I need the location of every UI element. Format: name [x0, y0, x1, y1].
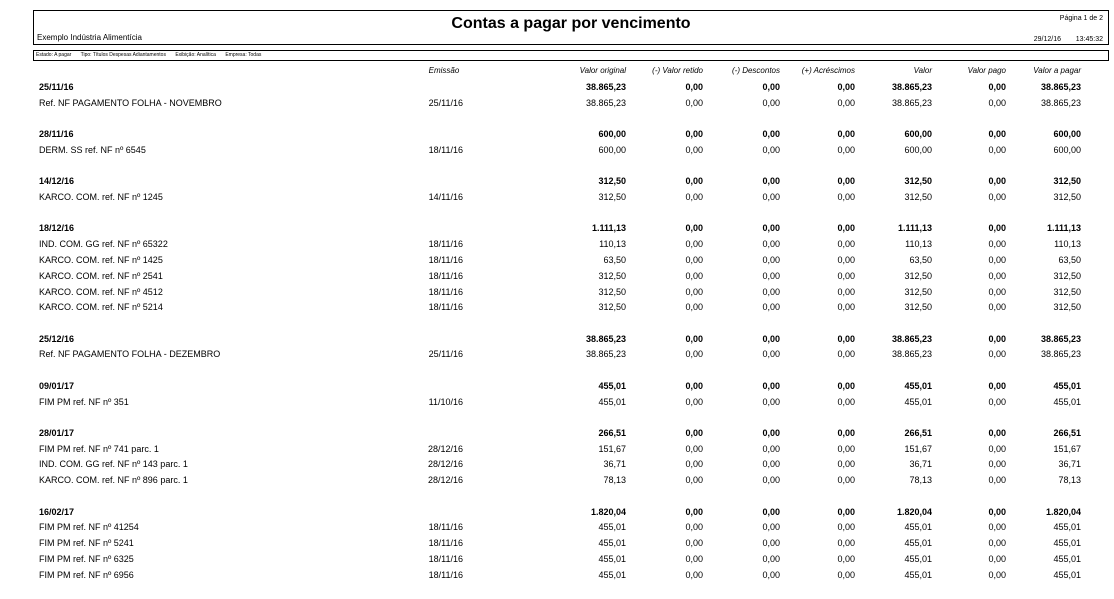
item-acrescimos: 0,00: [837, 459, 855, 470]
item-valor-pago: 0,00: [988, 443, 1006, 454]
table-row: [0, 302, 1114, 316]
item-acrescimos: 0,00: [837, 270, 855, 281]
item-valor-original: 312,50: [598, 270, 626, 281]
group-total-valor-retido: 0,00: [685, 506, 703, 517]
item-acrescimos: 0,00: [837, 144, 855, 155]
table-row: [0, 239, 1114, 253]
item-emissao: 18/11/16: [428, 239, 463, 250]
item-emissao: 11/10/16: [428, 396, 463, 407]
group-total-valor-original: 600,00: [598, 129, 626, 140]
item-acrescimos: 0,00: [837, 443, 855, 454]
group-total-valor-original: 38.865,23: [585, 82, 626, 92]
item-valor-original: 110,13: [599, 239, 626, 250]
item-valor-pago: 0,00: [988, 475, 1006, 486]
item-valor: 455,01: [904, 396, 932, 407]
table-row: [0, 459, 1114, 473]
group-total-descontos: 0,00: [762, 176, 780, 187]
item-valor-a-pagar: 312,50: [1053, 270, 1081, 281]
item-valor-a-pagar: 312,50: [1053, 192, 1081, 202]
group-total-valor-original: 312,50: [598, 176, 626, 187]
group-total-descontos: 0,00: [762, 82, 780, 92]
company-name: Exemplo Indústria Alimentícia: [37, 33, 142, 42]
group-total-valor-pago: 0,00: [988, 129, 1006, 140]
item-valor-original: 600,00: [598, 144, 626, 155]
item-valor-retido: 0,00: [685, 553, 703, 564]
group-total-acrescimos: 0,00: [837, 506, 855, 517]
item-valor-retido: 0,00: [685, 97, 703, 108]
item-valor-retido: 0,00: [685, 475, 703, 486]
item-valor-a-pagar: 110,13: [1054, 239, 1081, 250]
table-row: [0, 397, 1114, 411]
due-date: 16/02/17: [39, 506, 75, 517]
item-valor-pago: 0,00: [988, 538, 1006, 549]
group-total-valor-retido: 0,00: [685, 223, 703, 234]
item-valor-original: 78,13: [603, 475, 626, 486]
item-valor: 600,00: [904, 144, 932, 155]
item-descontos: 0,00: [762, 443, 780, 454]
table-row: [0, 475, 1114, 489]
item-valor: 110,13: [905, 239, 932, 250]
col-acrescimos: (+) Acréscimos: [801, 66, 855, 75]
item-acrescimos: 0,00: [837, 349, 855, 360]
item-valor-original: 312,50: [598, 302, 626, 313]
group-total-valor: 312,50: [904, 176, 932, 187]
due-date: 18/12/16: [39, 223, 75, 234]
item-descontos: 0,00: [762, 286, 780, 297]
item-valor-pago: 0,00: [988, 97, 1006, 108]
group-header-row: [0, 176, 1114, 190]
item-valor-retido: 0,00: [685, 569, 703, 580]
report-title: Contas a pagar por vencimento: [451, 15, 691, 32]
group-total-valor-pago: 0,00: [988, 427, 1006, 438]
due-date: 25/11/16: [39, 82, 74, 92]
item-descontos: 0,00: [762, 538, 780, 549]
due-date: 09/01/17: [39, 380, 75, 391]
filters-bar: [33, 50, 1109, 61]
item-valor-original: 455,01: [598, 569, 626, 580]
item-valor-original: 38.865,23: [585, 97, 626, 108]
item-valor-retido: 0,00: [685, 522, 703, 533]
item-description: KARCO. COM. ref. NF nº 896 parc. 1: [39, 475, 188, 486]
col-valor-original: Valor original: [579, 66, 626, 75]
report-header: [33, 10, 1109, 45]
item-descontos: 0,00: [762, 192, 780, 202]
col-valor: Valor: [913, 66, 932, 75]
item-valor-retido: 0,00: [685, 239, 703, 250]
item-description: KARCO. COM. ref. NF nº 2541: [39, 270, 163, 281]
group-total-descontos: 0,00: [762, 333, 780, 344]
item-description: FIM PM ref. NF nº 5241: [39, 538, 134, 549]
item-description: IND. COM. GG ref. NF nº 65322: [39, 239, 168, 250]
item-descontos: 0,00: [762, 97, 780, 108]
item-valor: 455,01: [904, 553, 932, 564]
item-descontos: 0,00: [762, 349, 780, 360]
group-total-valor-retido: 0,00: [685, 176, 703, 187]
item-acrescimos: 0,00: [837, 192, 855, 202]
item-valor-pago: 0,00: [988, 459, 1006, 470]
group-total-valor-pago: 0,00: [988, 380, 1006, 391]
item-valor: 312,50: [904, 286, 932, 297]
item-descontos: 0,00: [762, 569, 780, 580]
group-total-valor-a-pagar: 38.865,23: [1040, 82, 1081, 92]
item-description: FIM PM ref. NF nº 741 parc. 1: [39, 443, 159, 454]
group-total-valor: 38.865,23: [891, 82, 932, 92]
report-date: 29/12/16: [1033, 36, 1061, 43]
filter-empresa: Empresa: Todas: [225, 52, 262, 58]
table-row: [0, 192, 1114, 206]
group-total-valor-original: 1.820,04: [590, 506, 626, 517]
item-valor-retido: 0,00: [685, 270, 703, 281]
item-descontos: 0,00: [762, 254, 780, 265]
filter-exibicao: Exibição: Analítica: [175, 52, 216, 58]
item-valor: 455,01: [904, 569, 932, 580]
item-acrescimos: 0,00: [837, 396, 855, 407]
item-descontos: 0,00: [762, 459, 780, 470]
item-valor: 312,50: [904, 192, 932, 202]
group-total-acrescimos: 0,00: [837, 380, 855, 391]
group-total-valor-retido: 0,00: [685, 333, 703, 344]
item-valor-a-pagar: 151,67: [1053, 443, 1081, 454]
table-row: [0, 145, 1114, 159]
group-header-row: [0, 129, 1114, 143]
table-row: [0, 538, 1114, 552]
item-valor-a-pagar: 455,01: [1053, 553, 1081, 564]
group-total-descontos: 0,00: [762, 223, 780, 234]
group-total-descontos: 0,00: [762, 506, 780, 517]
group-total-valor: 1.111,13: [897, 223, 932, 234]
item-valor-retido: 0,00: [685, 459, 703, 470]
item-valor-a-pagar: 455,01: [1053, 538, 1081, 549]
group-total-acrescimos: 0,00: [837, 129, 855, 140]
item-description: FIM PM ref. NF nº 6956: [39, 569, 134, 580]
item-emissao: 28/12/16: [427, 459, 463, 470]
item-valor: 455,01: [904, 538, 932, 549]
item-valor-pago: 0,00: [988, 192, 1006, 202]
item-valor-original: 38.865,23: [585, 349, 626, 360]
item-valor-a-pagar: 36,71: [1058, 459, 1081, 470]
table-row: [0, 98, 1114, 112]
item-acrescimos: 0,00: [837, 254, 855, 265]
group-header-row: [0, 223, 1114, 237]
item-descontos: 0,00: [762, 144, 780, 155]
group-total-acrescimos: 0,00: [837, 333, 855, 344]
group-total-valor-a-pagar: 455,01: [1053, 380, 1081, 391]
group-total-descontos: 0,00: [762, 129, 780, 140]
item-emissao: 28/12/16: [427, 443, 463, 454]
item-description: Ref. NF PAGAMENTO FOLHA - DEZEMBRO: [39, 349, 221, 360]
item-acrescimos: 0,00: [837, 239, 855, 250]
item-valor: 78,13: [909, 475, 932, 486]
item-valor-original: 312,50: [598, 286, 626, 297]
item-emissao: 18/11/16: [428, 553, 463, 564]
group-total-valor-pago: 0,00: [988, 176, 1006, 187]
due-date: 28/11/16: [39, 129, 74, 140]
group-total-valor: 1.820,04: [896, 506, 932, 517]
group-total-acrescimos: 0,00: [837, 223, 855, 234]
item-acrescimos: 0,00: [837, 97, 855, 108]
table-row: [0, 255, 1114, 269]
item-valor-pago: 0,00: [988, 270, 1006, 281]
item-descontos: 0,00: [762, 302, 780, 313]
item-valor-pago: 0,00: [988, 349, 1006, 360]
item-valor-original: 151,67: [598, 443, 626, 454]
group-total-acrescimos: 0,00: [837, 427, 855, 438]
item-valor-a-pagar: 600,00: [1053, 144, 1081, 155]
group-header-row: [0, 82, 1114, 96]
group-total-valor: 38.865,23: [891, 333, 932, 344]
table-row: [0, 522, 1114, 536]
item-valor: 38.865,23: [891, 349, 932, 360]
item-valor: 38.865,23: [891, 97, 932, 108]
item-acrescimos: 0,00: [837, 475, 855, 486]
item-description: KARCO. COM. ref. NF nº 4512: [39, 286, 163, 297]
group-total-valor-retido: 0,00: [685, 82, 703, 92]
group-total-valor-a-pagar: 312,50: [1053, 176, 1081, 187]
item-valor-retido: 0,00: [685, 302, 703, 313]
item-valor: 36,71: [909, 459, 932, 470]
item-valor-retido: 0,00: [685, 286, 703, 297]
item-description: DERM. SS ref. NF nº 6545: [39, 144, 146, 155]
item-acrescimos: 0,00: [837, 569, 855, 580]
group-header-row: [0, 334, 1114, 348]
group-total-descontos: 0,00: [762, 380, 780, 391]
item-valor-retido: 0,00: [685, 192, 703, 202]
item-valor-original: 455,01: [598, 553, 626, 564]
item-valor-original: 455,01: [598, 396, 626, 407]
report-time: 13:45:32: [1075, 36, 1103, 43]
item-valor-a-pagar: 38.865,23: [1040, 97, 1081, 108]
item-emissao: 18/11/16: [428, 254, 463, 265]
item-emissao: 18/11/16: [428, 538, 463, 549]
item-valor-original: 36,71: [603, 459, 626, 470]
item-valor-pago: 0,00: [988, 522, 1006, 533]
item-valor-a-pagar: 312,50: [1053, 302, 1081, 313]
item-valor-pago: 0,00: [988, 553, 1006, 564]
item-acrescimos: 0,00: [837, 286, 855, 297]
item-descontos: 0,00: [762, 239, 780, 250]
group-total-acrescimos: 0,00: [837, 82, 855, 92]
group-total-valor-pago: 0,00: [988, 82, 1006, 92]
group-total-valor-retido: 0,00: [685, 427, 703, 438]
group-total-valor-a-pagar: 38.865,23: [1040, 333, 1081, 344]
item-descontos: 0,00: [762, 396, 780, 407]
item-descontos: 0,00: [762, 522, 780, 533]
item-valor-retido: 0,00: [685, 443, 703, 454]
col-valor-a-pagar: Valor a pagar: [1033, 66, 1081, 75]
item-valor-original: 312,50: [598, 192, 626, 202]
item-valor-retido: 0,00: [685, 538, 703, 549]
item-description: FIM PM ref. NF nº 351: [39, 396, 129, 407]
item-valor-a-pagar: 455,01: [1053, 396, 1081, 407]
item-valor-retido: 0,00: [685, 349, 703, 360]
group-header-row: [0, 507, 1114, 521]
group-total-valor-a-pagar: 600,00: [1053, 129, 1081, 140]
item-emissao: 18/11/16: [428, 286, 463, 297]
filter-estado: Estado: A pagar: [36, 52, 72, 58]
item-valor-a-pagar: 38.865,23: [1040, 349, 1081, 360]
group-total-valor-a-pagar: 1.820,04: [1045, 506, 1081, 517]
item-valor: 455,01: [904, 522, 932, 533]
item-description: FIM PM ref. NF nº 41254: [39, 522, 139, 533]
item-emissao: 14/11/16: [428, 192, 463, 202]
item-valor-pago: 0,00: [988, 144, 1006, 155]
item-descontos: 0,00: [762, 553, 780, 564]
group-total-valor-a-pagar: 266,51: [1053, 427, 1081, 438]
due-date: 25/12/16: [39, 333, 75, 344]
item-emissao: 18/11/16: [428, 144, 463, 155]
item-valor-retido: 0,00: [685, 396, 703, 407]
item-acrescimos: 0,00: [837, 302, 855, 313]
group-total-valor: 266,51: [904, 427, 932, 438]
item-valor-pago: 0,00: [988, 254, 1006, 265]
due-date: 14/12/16: [39, 176, 75, 187]
item-valor: 63,50: [909, 254, 932, 265]
group-total-valor-pago: 0,00: [988, 223, 1006, 234]
col-valor-pago: Valor pago: [967, 66, 1006, 75]
item-valor: 312,50: [904, 302, 932, 313]
item-valor-a-pagar: 312,50: [1053, 286, 1081, 297]
table-row: [0, 349, 1114, 363]
item-acrescimos: 0,00: [837, 553, 855, 564]
item-acrescimos: 0,00: [837, 522, 855, 533]
group-total-valor-original: 266,51: [598, 427, 626, 438]
item-emissao: 18/11/16: [428, 302, 463, 313]
item-description: KARCO. COM. ref. NF nº 1245: [39, 192, 163, 202]
group-total-acrescimos: 0,00: [837, 176, 855, 187]
table-row: [0, 570, 1114, 584]
item-valor-a-pagar: 455,01: [1053, 522, 1081, 533]
item-valor: 151,67: [904, 443, 932, 454]
item-emissao: 18/11/16: [428, 270, 463, 281]
group-total-valor-original: 455,01: [598, 380, 626, 391]
col-valor-retido: (-) Valor retido: [652, 66, 703, 75]
item-description: FIM PM ref. NF nº 6325: [39, 553, 134, 564]
item-description: IND. COM. GG ref. NF nº 143 parc. 1: [39, 459, 188, 470]
item-valor-original: 455,01: [598, 522, 626, 533]
item-emissao: 18/11/16: [428, 569, 463, 580]
item-emissao: 18/11/16: [428, 522, 463, 533]
item-valor-pago: 0,00: [988, 569, 1006, 580]
table-row: [0, 444, 1114, 458]
item-valor-a-pagar: 63,50: [1058, 254, 1081, 265]
group-total-valor-retido: 0,00: [685, 129, 703, 140]
group-total-valor-pago: 0,00: [988, 506, 1006, 517]
item-descontos: 0,00: [762, 270, 780, 281]
item-valor-original: 63,50: [603, 254, 626, 265]
group-total-valor-retido: 0,00: [685, 380, 703, 391]
group-header-row: [0, 428, 1114, 442]
group-total-valor: 455,01: [904, 380, 932, 391]
item-acrescimos: 0,00: [837, 538, 855, 549]
item-descontos: 0,00: [762, 475, 780, 486]
item-valor-retido: 0,00: [685, 254, 703, 265]
group-total-valor: 600,00: [904, 129, 932, 140]
item-valor-pago: 0,00: [988, 239, 1006, 250]
filter-tipo: Tipo: Títulos Despesas Adiantamentos: [80, 52, 166, 58]
item-valor-pago: 0,00: [988, 286, 1006, 297]
item-valor-a-pagar: 78,13: [1058, 475, 1081, 486]
group-total-descontos: 0,00: [762, 427, 780, 438]
group-total-valor-a-pagar: 1.111,13: [1046, 223, 1081, 234]
table-row: [0, 287, 1114, 301]
due-date: 28/01/17: [39, 427, 75, 438]
col-emissao: Emissão: [428, 66, 460, 75]
item-emissao: 25/11/16: [428, 349, 463, 360]
item-emissao: 28/12/16: [427, 475, 463, 486]
col-descontos: (-) Descontos: [731, 66, 780, 75]
item-valor-a-pagar: 455,01: [1053, 569, 1081, 580]
item-valor-original: 455,01: [598, 538, 626, 549]
column-headers: [0, 66, 1114, 78]
table-row: [0, 271, 1114, 285]
group-header-row: [0, 381, 1114, 395]
item-description: KARCO. COM. ref. NF nº 5214: [39, 302, 163, 313]
item-valor-retido: 0,00: [685, 144, 703, 155]
item-valor: 312,50: [904, 270, 932, 281]
group-total-valor-original: 38.865,23: [585, 333, 626, 344]
item-description: KARCO. COM. ref. NF nº 1425: [39, 254, 163, 265]
item-emissao: 25/11/16: [428, 97, 463, 108]
page-indicator: Página 1 de 2: [1059, 15, 1103, 22]
table-row: [0, 554, 1114, 568]
group-total-valor-original: 1.111,13: [591, 223, 626, 234]
group-total-valor-pago: 0,00: [988, 333, 1006, 344]
item-description: Ref. NF PAGAMENTO FOLHA - NOVEMBRO: [39, 97, 222, 108]
item-valor-pago: 0,00: [988, 302, 1006, 313]
item-valor-pago: 0,00: [988, 396, 1006, 407]
